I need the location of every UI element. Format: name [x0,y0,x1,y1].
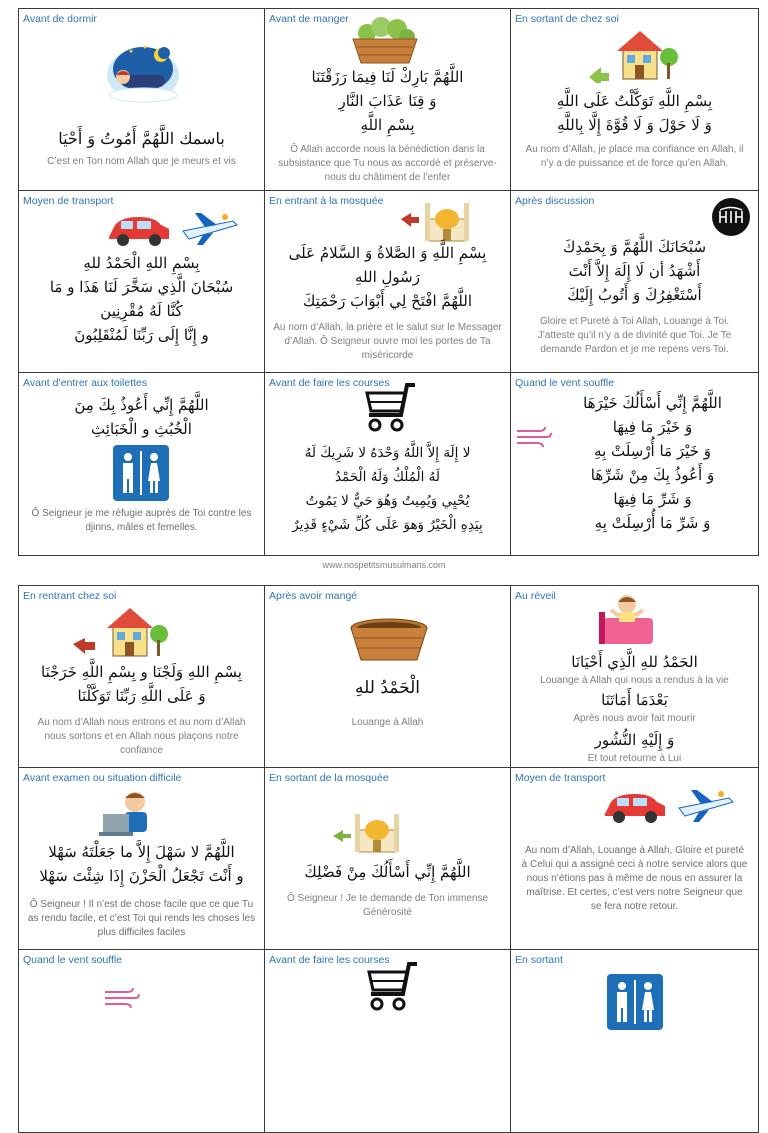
toilet-sign-icon [607,974,663,1030]
arabic-line: رَسُولِ اللهِ [355,268,420,286]
dua-sheet-2 [18,585,759,1133]
house-exit-icon [581,25,681,83]
arabic-line: سُبْحَانَكَ اللَّهُمَّ وَ بِحَمْدِكَ [562,238,707,256]
arabic-line: وَ إِلَيْهِ النُّشُور [594,731,675,749]
arabic-line: كُنَّا لَهُ مُقْرِنِين [100,302,183,320]
card-en-sortant-de-chez-soi [511,9,758,191]
card-title: Avant examen ou situation difficile [23,772,182,784]
sleeping-child-icon [103,37,183,107]
french-translation: Au nom d’Allah, la prière et le salut sur le Messager d’Allah. Ô Seigneur ouvre moi les portes de Ta miséricorde [273,322,502,361]
arabic-line: اللَّهُمَّ إِنِّي أَسْأَلُكَ خَيْرَهَا [583,394,722,412]
shopping-cart-icon [363,960,423,1012]
arabic-line: أَشْهَدُ أن لَا إِلَهَ إِلاَّ أَنْتَ [568,262,701,280]
french-translation: Ô Seigneur ! Il n’est de chose facile que ce que Tu as rendu facile, et c’est Toi qui rends les choses les plus difficiles faciles [27,899,256,938]
french-translation: Au nom d’Allah nous entrons et au nom d’Allah nous sortons et en Allah nous plaçons notre confiance [37,717,246,756]
card-avant-de-manger [265,9,511,191]
card-title: Au réveil [515,590,556,602]
mosque-exit-icon [329,804,399,854]
card-en-rentrant-chez-soi [19,586,265,768]
arabic-line: أَسْتَغْفِرُكَ وَ أَتُوبُ إِلَيْكَ [567,286,702,304]
arabic-line: و إِنَّا إِلَى رَبِّنَا لَمُنْقَلِبُونَ [74,326,209,344]
arabic-line: بِيَدِهِ الْخَيْرُ وَهوَ عَلَى كُلِّ شَيْءٍ قَدِيرٌ [292,517,483,533]
french-translation: Ô Allah accorde nous la bénédiction dans la subsistance que Tu nous as accordé et préserve-nous du châtiment de l’enfer [278,144,497,183]
card-avant-de-dormir [19,9,265,191]
card-title: En sortant de la mosquée [269,772,389,784]
french-translation: C’est en Ton nom Allah que je meurs et vis [47,156,236,167]
arabic-line: يُحْيِي وَيُمِيتُ وَهُوَ حَيٌّ لا يَمُوتُ [305,493,470,509]
card-apres-discussion [511,191,758,373]
arabic-line: اللَّهُمَّ إِنِّي أَعُوذُ بِكَ مِنَ [74,396,209,414]
arabic-line: اللَّهُمَّ لا سَهْلَ إِلاَّ ما جَعَلْتَهُ سَهْلا [48,843,235,861]
card-vent-souffle [511,373,758,555]
arabic-line: بِسْمِ اللهِ وَلَجْنَا و بِسْمِ اللَّهِ خَرَجْنَا [41,663,242,681]
shopping-cart-icon [361,381,421,433]
card-vent-souffle-2 [19,950,265,1132]
card-en-sortant-de-la-mosquee [265,768,511,950]
house-enter-icon [71,604,171,660]
card-title: En sortant de chez soi [515,13,619,25]
arabic-line: وَ عَلَى اللَّهِ رَبِّنَا تَوَكَّلْنَا [77,687,206,705]
arabic-line: بَعْدَمَا أَمَاتَنَا [601,691,668,709]
card-en-entrant-a-la-mosquee [265,191,511,373]
arabic-line: وَ خَيْرَ مَا أُرْسِلَتْ بِهِ [594,442,711,460]
card-title: Avant de faire les courses [269,954,390,966]
card-moyen-de-transport-2 [511,768,758,950]
arabic-line: اللَّهُمَّ بَارِكْ لَنَا فِيمَا رَزَقْتَنَا [311,68,464,86]
toilet-sign-icon [113,445,169,501]
arabic-line: باسمك اللَّهُمَّ أَمُوتُ وَ أَحْيَا [58,129,225,148]
waking-child-icon [597,588,657,646]
arabic-line: بِسْمِ اللهِ الْحَمْدُ للهِ [83,254,200,272]
wind-icon [103,984,141,1010]
card-au-reveil [511,586,758,768]
card-title: Après discussion [515,195,595,207]
card-title: Avant de faire les courses [269,377,390,389]
card-avant-courses-2 [265,950,511,1132]
arabic-line: وَ خَيْرَ مَا فِيهَا [612,418,693,436]
french-translation: Au nom d’Allah, Louange à Allah, Gloire et pureté à Celui qui a assigné ceci à notre service alors que nous n’étions pas à même de nous en assurer la maîtrise. Et certes, c’est vers notre Seigneur que se fera notre retour. [521,845,748,912]
fruit-basket-icon [347,13,423,65]
discussion-icon [711,197,751,237]
card-title: En entrant à la mosquée [269,195,384,207]
arabic-line: وَ لَا حَوْلَ وَ لَا قُوَّةَ إِلَّا بِاللَّهِ [557,116,712,134]
card-title: Avant de dormir [23,13,97,25]
card-title: Après avoir mangé [269,590,358,602]
arabic-line: وَ شَرِّ مَا أُرْسِلَتْ بِهِ [594,514,711,532]
card-title: Avant d’entrer aux toilettes [23,377,148,389]
arabic-line: اللَّهُمَّ افْتَحْ لِي أَبْوَابَ رَحْمَتِكَ [302,292,473,310]
arabic-line: و أَنْتَ تَجْعَلُ الْحَزْنَ إِذَا شِئْتَ سَهْلا [39,867,244,885]
arabic-line: سُبْحَانَ الَّذِي سَخَّرَ لَنَا هَذَا و مَا [49,278,234,296]
arabic-line: وَ شَرِّ مَا فِيهَا [613,490,692,508]
card-avant-toilettes [19,373,265,555]
arabic-line: الْحَمْدُ للهِ [355,678,420,698]
arabic-line: بِسْمِ اللَّهِ تَوَكَّلْتُ عَلَى اللَّهِ [556,92,713,110]
card-en-sortant [511,950,758,1132]
card-title: Quand le vent souffle [515,377,615,389]
arabic-line: الْخُبُثِ و الْخَبَائِثِ [91,420,192,438]
french-line: Louange à Allah qui nous a rendus à la vie [540,675,729,686]
arabic-line: لَهُ الْمُلْكُ وَلَهُ الْحَمْدُ [334,469,441,485]
french-translation: Au nom d’Allah, je place ma confiance en Allah, il n’y a de puissance et de force qu’en Allah. [525,144,744,169]
arabic-line: بِسْمِ اللَّهِ [360,116,415,134]
arabic-line: وَ قِنَا عَذَابَ النَّارِ [338,92,437,110]
french-translation: Louange à Allah [351,717,424,728]
arabic-line: الحَمْدُ للهِ الَّذِي أَحْيَانَا [571,653,698,671]
card-apres-avoir-mange [265,586,511,768]
arabic-line: اللَّهُمَّ إِنِّي أَسْأَلُكَ مِنْ فَضْلِكَ [304,863,471,881]
website-footer: www.nospetitsmusulmans.com [322,560,446,570]
card-title: Moyen de transport [23,195,114,207]
arabic-line: وَ أَعُوذُ بِكَ مِنْ شَرِّهَا [590,466,715,484]
student-laptop-icon [99,788,159,838]
card-title: En rentrant chez soi [23,590,117,602]
arabic-line: بِسْمِ اللَّهِ وَ الصَّلاةُ وَ السَّلامُ عَلَى [288,244,487,262]
french-translation: Gloire et Pureté à Toi Allah, Louange à Toi. J’atteste qu’il n’y a de divinité que Toi. Je Te demande Pardon et je me repens vers Toi. [537,316,732,355]
card-title: Quand le vent souffle [23,954,123,966]
card-moyen-de-transport [19,191,265,373]
arabic-line: لا إِلَهَ إِلاَّ اللَّهُ وَحْدَهُ لا شَرِيكَ لَهُ [304,445,471,461]
card-title: En sortant [515,954,563,966]
french-translation: Ô Seigneur je me réfugie auprès de Toi contre les djinns, mâles et femelles. [31,508,252,533]
french-translation: Ô Seigneur ! Je te demande de Ton immense Générosité [286,893,489,918]
card-title: Moyen de transport [515,772,606,784]
car-plane-icon [601,784,735,826]
card-avant-examen [19,768,265,950]
french-line: Après nous avoir fait mourir [573,713,696,724]
card-avant-courses [265,373,511,555]
empty-basket-icon [349,616,429,666]
mosque-enter-icon [399,193,469,243]
french-line: Et tout retourne à Lui [587,753,682,764]
car-plane-icon [105,207,239,249]
dua-sheet-1 [18,8,759,556]
card-title: Avant de manger [269,13,349,25]
